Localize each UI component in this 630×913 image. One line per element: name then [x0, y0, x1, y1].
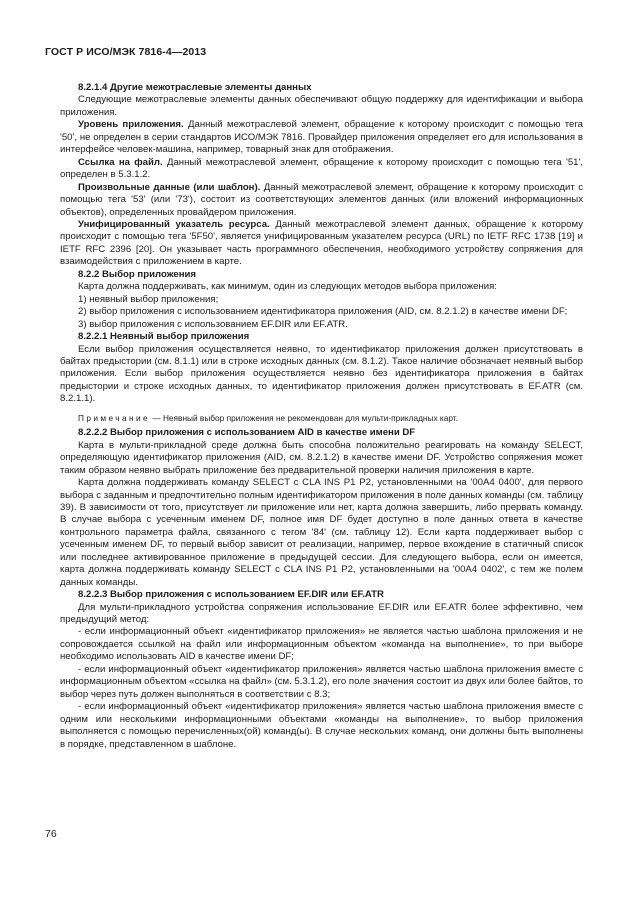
section-heading-8-2-2-1: 8.2.2.1 Неявный выбор приложения: [78, 331, 250, 343]
page-number: 76: [45, 828, 57, 840]
term: Ссылка на файл.: [78, 156, 163, 168]
paragraph: Карта в мульти-прикладной среде должна быть способна положительно реагировать на команду SELECT, определяющую идентификатор приложения (AID, см. 8.2.1.2) в качестве имени DF. Устройство сопряжения может таким образом неявно выбрать приложение без предварительной проверки наличия приложения в карте.: [60, 439, 583, 476]
paragraph: Уровень приложения. Данный межотраслевой элемент, обращение к которому происходит с помощью тега '50', не определен в серии стандартов ИСО/МЭК 7816. Провайдер приложения определяет его для использования в интерфейсе человек-машина, например, товарный знак для отображения.: [60, 119, 584, 156]
section-heading-8-2-2: 8.2.2 Выбор приложения: [78, 268, 196, 280]
section-heading-8-2-2-2: 8.2.2.2 Выбор приложения с использованием AID в качестве имени DF: [78, 427, 416, 439]
note-label: Примечание: [78, 412, 151, 423]
paragraph: Произвольные данные (или шаблон). Данный межотраслевой элемент, обращение к которому происходит с помощью тега '53' (или '73'), состоит из соответствующих элементов данных (или вложений информационных объектов), определенных провайдером приложения.: [60, 181, 583, 218]
document-header: ГОСТ Р ИСО/МЭК 7816-4—2013: [45, 46, 207, 58]
term: Унифицированный указатель ресурса.: [78, 218, 270, 230]
list-item: 2) выбор приложения с использованием идентификатора приложения (AID, см. 8.2.1.2) в качестве имени DF;: [78, 306, 568, 318]
list-item: 1) неявный выбор приложения;: [78, 293, 219, 305]
note: Примечание — Неявный выбор приложения не рекомендован для мульти-прикладных карт.: [78, 412, 458, 423]
page-content: [60, 82, 583, 751]
list-item: 3) выбор приложения с использованием EF.DIR или EF.ATR.: [78, 318, 348, 330]
section-heading-8-2-1-4: 8.2.1.4 Другие межотраслевые элементы данных: [78, 82, 312, 93]
section-heading-8-2-2-3: 8.2.2.3 Выбор приложения с использованием EF.DIR или EF.ATR: [78, 589, 384, 601]
paragraph: Для мульти-прикладного устройства сопряжения использование EF.DIR или EF.ATR более эффективно, чем предыдущий метод:: [60, 601, 583, 626]
term: Уровень приложения.: [78, 119, 184, 131]
list-item: - если информационный объект «идентификатор приложения» является частью шаблона приложения вместе с одним или несколькими информационными объектами «команды на выполнение», то выбор приложения выполняется с помощью перечисленных(ой) команд(ы). В случае нескольких команд, они должны быть выполнены в порядке, представленном в шаблоне.: [60, 701, 583, 750]
term: Произвольные данные (или шаблон).: [78, 181, 261, 193]
paragraph: Карта должна поддерживать команду SELECT с CLA INS P1 P2, установленными на '00A4 0400', для первого выбора с заданным и предпочтительно полным идентификатором приложения в поле данных команды (см. таблицу 39). В зависимости от того, присутствует ли приложение или нет, карта должна завершить, либо прервать команду. В случае выбора с усеченным именем DF, полное имя DF будет доступно в поле данных ответа в качестве контрольного параметра файла, связанного с тегом '84' (см. таблицу 12). Если карта поддерживает выбор с усеченным именем DF, то первый выбор зависит от реализации, например, первое вхождение в статичный список или последнее активированное приложение в предыдущей сессии. Для следующего выбора, если он имеется, карта должна поддерживать команду SELECT с CLA INS P1 P2, установленными на '00A4 0402', с тем же полем данных команды.: [60, 477, 583, 588]
paragraph: Если выбор приложения осуществляется неявно, то идентификатор приложения должен присутствовать в байтах предыстории (см. 8.1.1) или в строке исходных данных (см. 8.1.2). Такое наличие обозначает неявный выбор приложения. Если выбор приложения осуществляется неявно без идентификатора приложения в байтах предыстории и строке исходных данных, то идентификатор приложения должен присутствовать в EF.ATR (см. 8.2.1.1).: [60, 343, 583, 405]
paragraph: Следующие межотраслевые элементы данных обеспечивают общую поддержку для идентификации и выбора приложения.: [60, 94, 583, 118]
list-item: - если информационный объект «идентификатор приложения» не является частью шаблона приложения и не сопровождается ссылкой на файл или информационным объектом «команда на выполнение», то при выборе необходимо использовать AID в качестве имени DF;: [60, 626, 583, 663]
paragraph: Унифицированный указатель ресурса. Данный межотраслевой элемент данных, обращение к которому происходит с помощью тега '5F50', является унифицированным указателем ресурса (URL) по IETF RFC 1738 [19] и IETF RFC 2396 [20]. Он указывает часть программного обеспечения, необходимого устройству сопряжения для взаимодействия с приложением в карте.: [60, 218, 583, 268]
list-item: - если информационный объект «идентификатор приложения» является частью шаблона приложения вместе с информационным объектом «ссылка на файл» (см. 5.3.1.2), его поле значения состоит из двух или более байтов, то выбор через путь должен выполняться в соответствии с 8.3;: [60, 663, 583, 700]
paragraph: Карта должна поддерживать, как минимум, один из следующих методов выбора приложения:: [78, 281, 497, 293]
paragraph: Ссылка на файл. Данный межотраслевой элемент, обращение к которому происходит с помощью тега '51', определен в 5.3.1.2.: [60, 156, 583, 181]
